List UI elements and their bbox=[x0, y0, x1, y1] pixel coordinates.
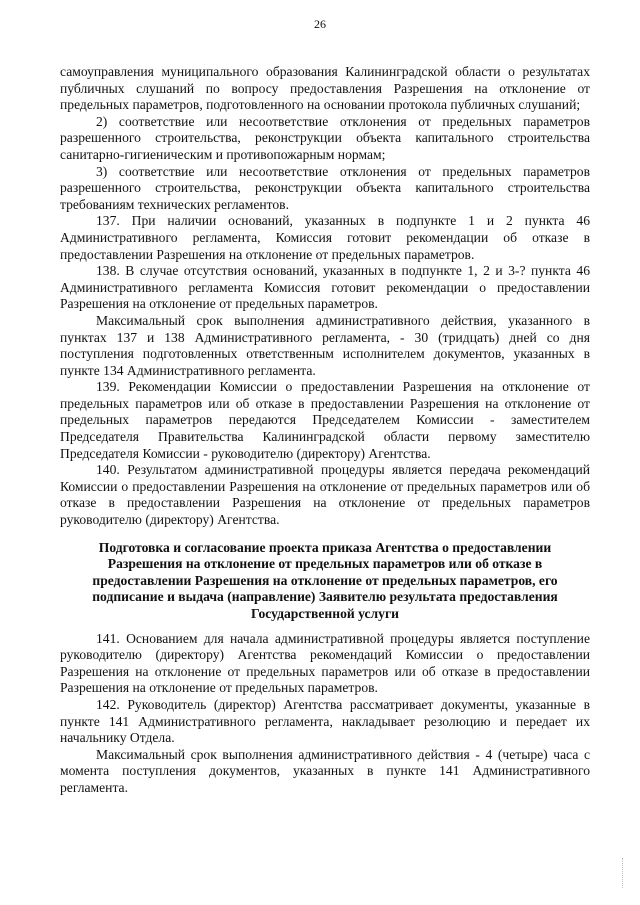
paragraph-continuation: самоуправления муниципального образования Калининградской области о результатах публичных слушаний по вопросу предоставления Разрешения на отклонение от предельных параметров, подготовленного на основании протокола публичных слушаний; bbox=[60, 64, 590, 113]
paragraph-max-term-4-hours: Максимальный срок выполнения административного действия - 4 (четыре) часа с момента поступления документов, указанных в пункте 141 Административного регламента. bbox=[60, 746, 590, 795]
paragraph-max-term-30-days: Максимальный срок выполнения административного действия, указанного в пунктах 137 и 138 Административного регламента, - 30 (тридцать) дней со дня поступления подготовленных ответственным исполнителем документов, указанных в пункте 134 Административного регламента. bbox=[60, 312, 590, 378]
paragraph-item-3: 3) соответствие или несоответствие отклонения от предельных параметров разрешенного строительства, реконструкции объекта капитального строительства требованиям технических регламентов. bbox=[60, 163, 590, 212]
scan-edge-marks bbox=[622, 858, 626, 888]
paragraph-139: 139. Рекомендации Комиссии о предоставлении Разрешения на отклонение от предельных параметров или об отказе в предоставлении Разрешения на отклонение от предельных параметров передаются Председателем Комиссии - заместителем Председателя Правительства Калининградской области первому заместителю Председателя Комиссии - руководителю (директору) Агентства. bbox=[60, 379, 590, 461]
paragraph-141: 141. Основанием для начала административной процедуры является поступление руководителю (директору) Агентства рекомендаций Комиссии о предоставлении Разрешения на отклонение от предельных параметров или об отказе в предоставлении Разрешения на отклонение от предельных параметров. bbox=[60, 630, 590, 696]
paragraph-140: 140. Результатом административной процедуры является передача рекомендаций Комиссии о предоставлении Разрешения на отклонение от предельных параметров или об отказе в предоставлении Разрешения на отклонение от предельных параметров руководителю (директору) Агентства. bbox=[60, 462, 590, 528]
section-heading: Подготовка и согласование проекта приказа Агентства о предоставлении Разрешения на отклонение от предельных параметров или об отказе в предоставлении Разрешения на отклонение от предельных параметров, его подписание и выдача (направление) Заявителю результата предоставления Государственной услуги bbox=[92, 539, 558, 621]
document-body bbox=[60, 64, 590, 797]
page-number: 26 bbox=[314, 17, 326, 31]
paragraph-137: 137. При наличии оснований, указанных в подпункте 1 и 2 пункта 46 Административного регламента, Комиссия готовит рекомендации об отказе в предоставлении Разрешения на отклонение от предельных параметров. bbox=[60, 213, 590, 262]
paragraph-138: 138. В случае отсутствия оснований, указанных в подпункте 1, 2 и 3-? пункта 46 Административного регламента Комиссия готовит рекомендации о предоставлении Разрешения на отклонение от предельных параметров. bbox=[60, 263, 590, 312]
paragraph-142: 142. Руководитель (директор) Агентства рассматривает документы, указанные в пункте 141 Административного регламента, накладывает резолюцию и передает их начальнику Отдела. bbox=[60, 696, 590, 746]
paragraph-item-2: 2) соответствие или несоответствие отклонения от предельных параметров разрешенного строительства, реконструкции объекта капитального строительства санитарно-гигиеническим и противопожарным нормам; bbox=[60, 113, 590, 162]
